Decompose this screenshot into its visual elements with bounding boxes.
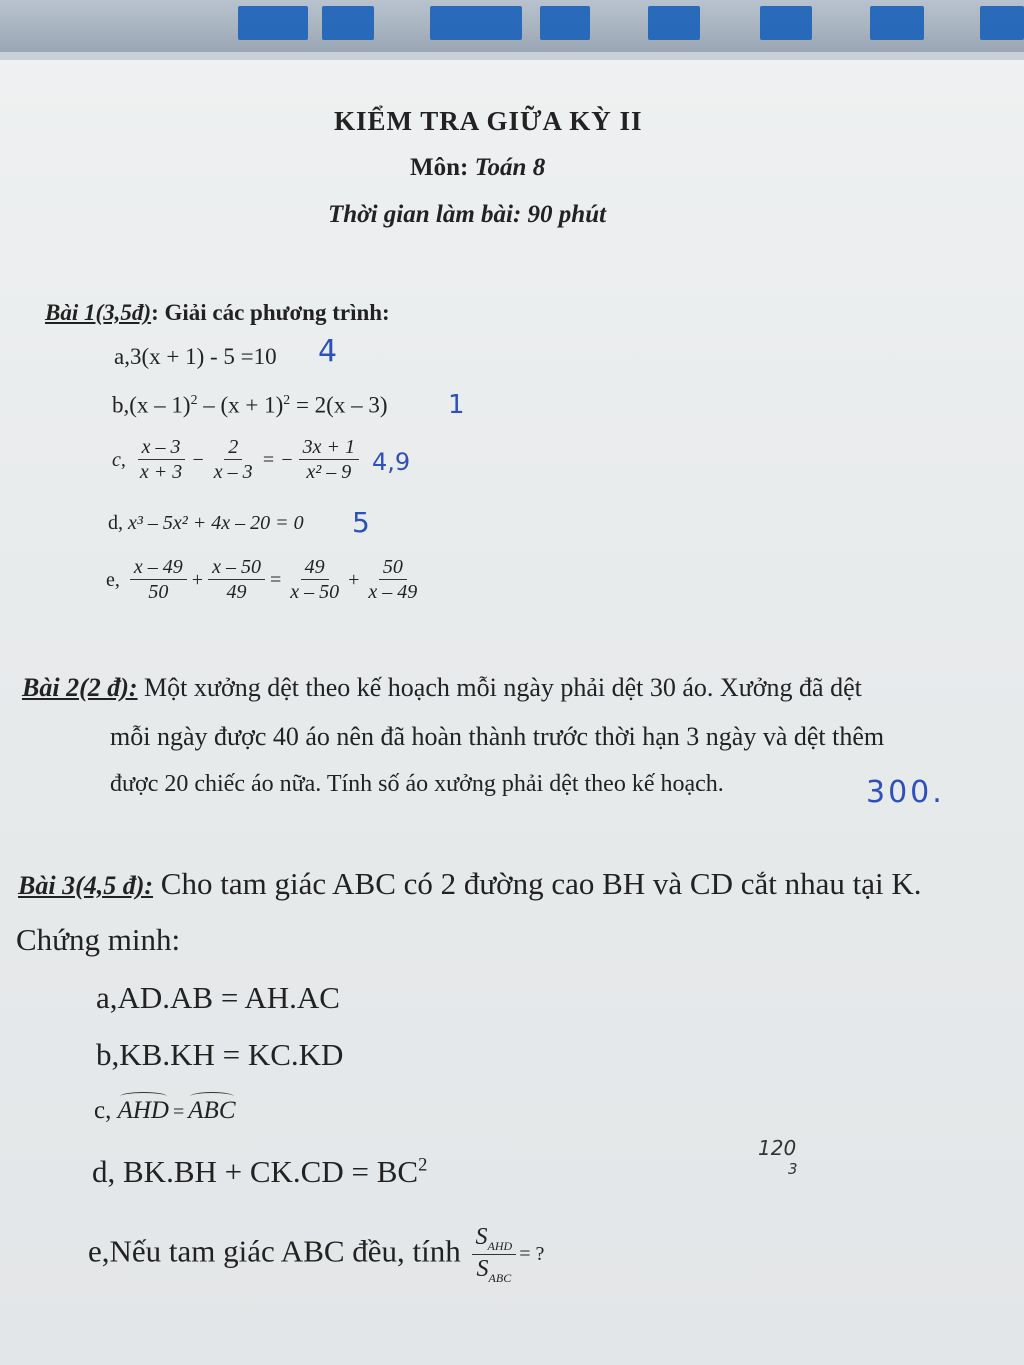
numerator: 2 bbox=[224, 436, 242, 460]
bai2-heading: Bài 2(2 đ): bbox=[22, 673, 138, 702]
subject-line bbox=[410, 154, 545, 182]
bai3-c-label: c, bbox=[94, 1097, 112, 1124]
bai1-e-label: e, bbox=[106, 568, 120, 591]
numerator: x – 3 bbox=[138, 436, 185, 460]
photo-top-strip bbox=[0, 0, 1024, 52]
bai1-c-label: c, bbox=[112, 448, 126, 471]
numerator: x – 49 bbox=[130, 556, 187, 580]
bai2-line3: được 20 chiếc áo nữa. Tính số áo xưởng phải dệt theo kế hoạch. bbox=[110, 771, 724, 797]
numerator: 3x + 1 bbox=[299, 436, 359, 460]
bai1-b bbox=[112, 392, 387, 419]
bai3-d-text: d, BK.BH + CK.CD = BC bbox=[92, 1154, 419, 1189]
fraction bbox=[210, 436, 257, 484]
fraction bbox=[286, 556, 343, 604]
bai1-heading: Bài 1(3,5đ) bbox=[45, 300, 152, 325]
operator: = ? bbox=[519, 1242, 545, 1265]
bai1-c bbox=[110, 436, 362, 484]
numerator bbox=[472, 1224, 517, 1255]
denominator: x + 3 bbox=[139, 461, 183, 483]
bai1-d-expr: x³ – 5x² + 4x – 20 = 0 bbox=[128, 512, 304, 534]
bai1-d-label: d, bbox=[108, 512, 123, 534]
bai2-line1 bbox=[22, 673, 862, 703]
blue-tab bbox=[430, 6, 522, 40]
bai1-a-label: a, bbox=[114, 344, 130, 369]
bai3-heading: Bài 3(4,5 đ): bbox=[18, 871, 154, 900]
bai3-e bbox=[88, 1224, 544, 1285]
bai3-a: a,AD.AB = AH.AC bbox=[96, 980, 340, 1015]
bai3-c bbox=[94, 1097, 236, 1125]
fraction bbox=[136, 436, 186, 484]
numerator: 49 bbox=[301, 556, 329, 580]
bai1-b-sup-1: 2 bbox=[190, 392, 198, 407]
denominator bbox=[473, 1255, 516, 1285]
bai3-line2: Chứng minh: bbox=[16, 922, 181, 957]
blue-tab bbox=[540, 6, 590, 40]
bai3-line1 bbox=[18, 866, 922, 902]
denominator: x – 49 bbox=[368, 581, 418, 603]
time-line: Thời gian làm bài: 90 phút bbox=[328, 201, 607, 228]
operator: = − bbox=[261, 448, 294, 471]
area-sub: AHD bbox=[487, 1238, 513, 1253]
bai1-a-answer: 4 bbox=[318, 334, 338, 369]
denominator: 50 bbox=[148, 581, 169, 603]
operator: − bbox=[191, 448, 205, 471]
bai1-d bbox=[108, 512, 304, 535]
area-symbol: S bbox=[475, 1224, 488, 1250]
denominator: x² – 9 bbox=[306, 461, 352, 483]
bai2-text-1: Một xưởng dệt theo kế hoạch mỗi ngày phải dệt 30 áo. Xưởng đã dệt bbox=[137, 673, 862, 702]
operator: + bbox=[191, 568, 204, 591]
bai3-e-text: e,Nếu tam giác ABC đều, tính bbox=[88, 1233, 461, 1269]
bai3-b: b,KB.KH = KC.KD bbox=[96, 1037, 344, 1072]
subject-label: Môn: bbox=[410, 154, 475, 181]
blue-tab bbox=[980, 6, 1024, 40]
bai1-a bbox=[114, 344, 277, 370]
blue-tab bbox=[322, 6, 374, 40]
fraction bbox=[364, 556, 421, 604]
fraction bbox=[130, 556, 187, 604]
handwritten-note bbox=[758, 1136, 796, 1160]
operator: = bbox=[173, 1101, 185, 1123]
bai1-b-sup-2: 2 bbox=[283, 392, 291, 407]
blue-tab bbox=[648, 6, 700, 40]
bai1-b-expr-2: – (x + 1) bbox=[197, 392, 284, 418]
bai1-heading-line bbox=[45, 300, 390, 326]
bai1-instruction: : Giải các phương trình: bbox=[151, 300, 390, 325]
area-symbol: S bbox=[476, 1255, 489, 1282]
operator: + bbox=[348, 568, 360, 591]
bai3-d bbox=[92, 1154, 427, 1190]
blue-tab bbox=[760, 6, 812, 40]
bai1-e bbox=[104, 556, 424, 604]
denominator: x – 3 bbox=[213, 461, 253, 483]
bai1-b-expr-1: (x – 1) bbox=[129, 392, 191, 418]
blue-tab bbox=[870, 6, 924, 40]
fraction bbox=[208, 556, 265, 604]
note-number: 120 bbox=[758, 1136, 797, 1160]
bai1-a-expr: 3(x + 1) - 5 =10 bbox=[129, 344, 277, 369]
subject-name: Toán 8 bbox=[474, 154, 546, 181]
denominator: 49 bbox=[226, 581, 247, 603]
angle-abc: ABC bbox=[188, 1097, 236, 1124]
bai1-d-answer: 5 bbox=[352, 506, 370, 539]
bai3-text-1: Cho tam giác ABC có 2 đường cao BH và CD cắt nhau tại K. bbox=[153, 866, 922, 901]
handwritten-note-sub: 3 bbox=[788, 1160, 798, 1178]
exam-title: KIỂM TRA GIỮA KỲ II bbox=[334, 106, 643, 136]
area-sub: ABC bbox=[488, 1270, 512, 1285]
bai1-b-expr-3: = 2(x – 3) bbox=[290, 392, 388, 418]
bai1-c-answer: 4,9 bbox=[372, 448, 411, 476]
area-ratio-fraction bbox=[472, 1224, 517, 1285]
operator: = bbox=[269, 568, 282, 591]
numerator: x – 50 bbox=[208, 556, 265, 580]
bai3-d-sup: 2 bbox=[418, 1154, 428, 1176]
denominator: x – 50 bbox=[290, 581, 340, 603]
bai2-answer: 300. bbox=[866, 775, 945, 810]
angle-ahd: AHD bbox=[117, 1097, 169, 1124]
bai2-line2: mỗi ngày được 40 áo nên đã hoàn thành trước thời hạn 3 ngày và dệt thêm bbox=[110, 722, 885, 751]
bai1-b-answer: 1 bbox=[448, 390, 465, 420]
fraction bbox=[299, 436, 359, 484]
blue-tab bbox=[238, 6, 308, 40]
bai1-b-label: b, bbox=[112, 392, 130, 418]
numerator: 50 bbox=[379, 556, 407, 580]
